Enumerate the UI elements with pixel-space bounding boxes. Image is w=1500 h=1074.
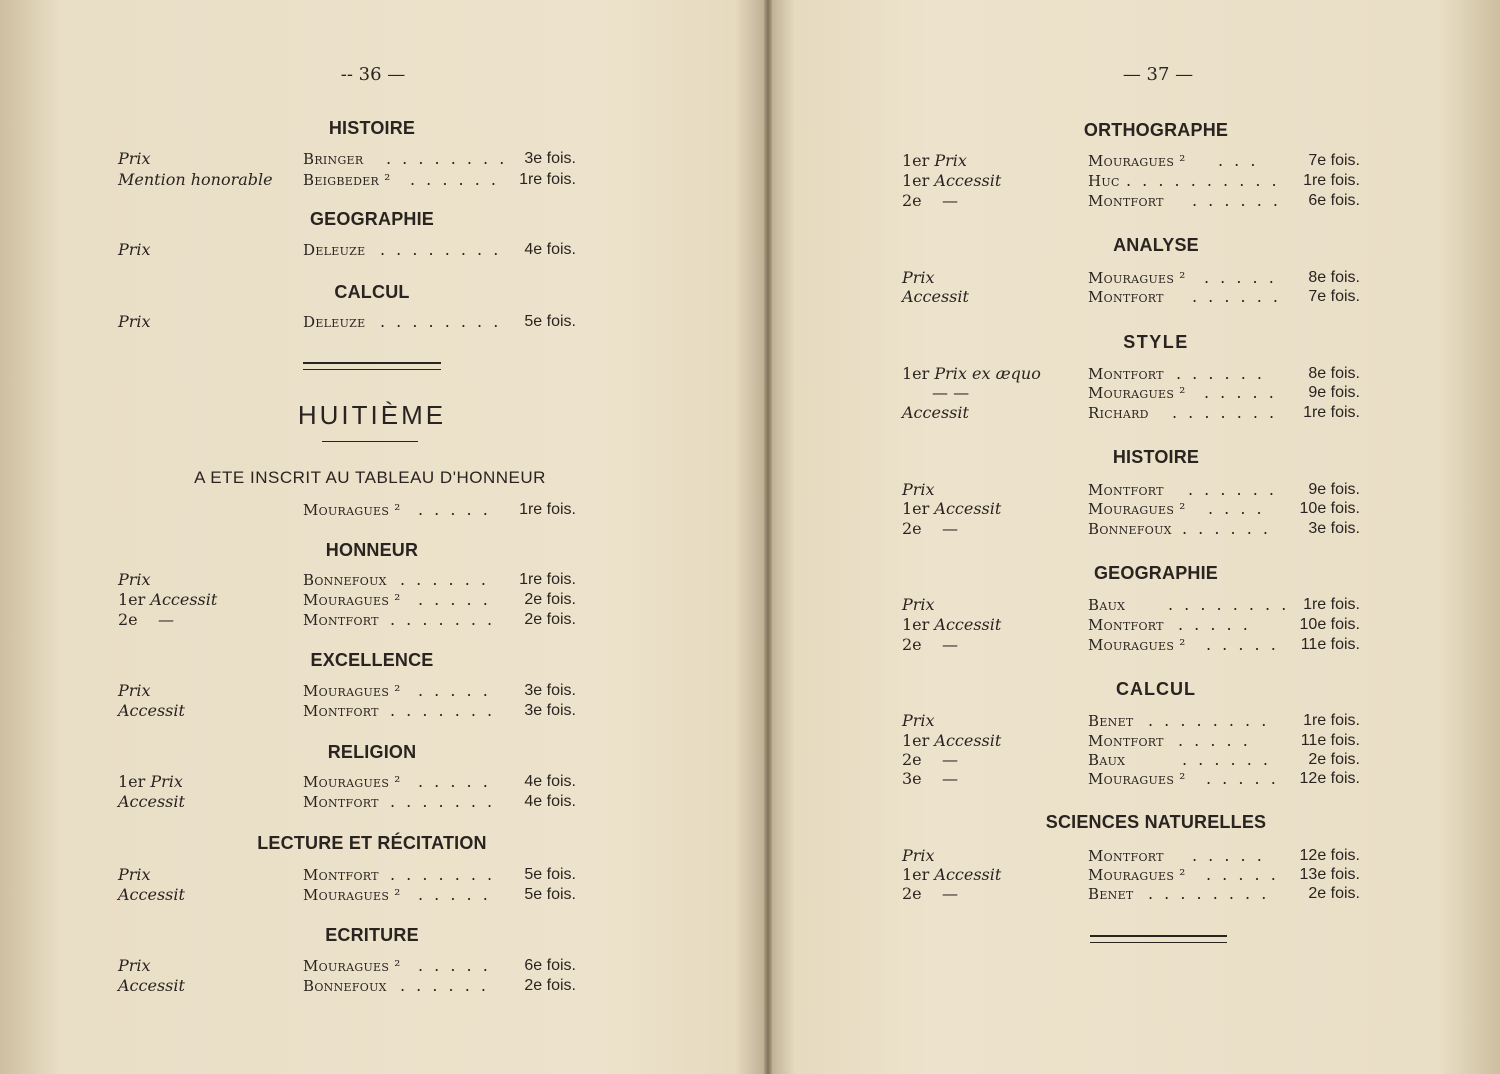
award-count: 6e fois. — [1308, 192, 1360, 209]
student-name: Baux — [1088, 751, 1126, 769]
leader-dots: . . . . . — [1178, 615, 1251, 634]
leader-dots: . . . . . . . — [390, 610, 496, 629]
class-title: HUITIÈME — [297, 400, 447, 430]
award-row — [118, 610, 578, 630]
student-name: Deleuze — [303, 313, 366, 331]
student-name: Mouragues ² — [1088, 866, 1186, 884]
award-count: 3e fois. — [524, 702, 576, 719]
award-label-text: Accessit — [150, 590, 218, 609]
student-name: Mouragues ² — [303, 501, 401, 519]
award-rank: 2e — [902, 884, 922, 903]
award-label-text: — — [942, 191, 958, 210]
award-label: Accessit — [902, 287, 969, 306]
leader-dots: . . . . . — [418, 681, 491, 700]
award-count: 5e fois. — [524, 866, 576, 883]
award-label-text: — — [942, 884, 958, 903]
leader-dots: . . . . . . . . — [1168, 595, 1290, 614]
award-label-text: Prix — [150, 772, 183, 791]
award-count: 2e fois. — [524, 977, 576, 994]
award-label-text: Prix — [934, 151, 967, 170]
student-name: Montfort — [303, 611, 379, 629]
student-name: Mouragues ² — [303, 957, 401, 975]
award-row — [902, 364, 1362, 384]
leader-dots: . . . . . — [418, 772, 491, 791]
award-label — [902, 750, 958, 770]
page-number: — 37 — — [1122, 64, 1194, 85]
leader-dots: . . . . . — [1178, 731, 1251, 750]
award-label: Accessit — [902, 403, 969, 422]
leader-dots: . . . . . . . . — [386, 149, 508, 168]
award-label: Prix — [118, 570, 151, 589]
award-count: 9e fois. — [1308, 481, 1360, 498]
award-count: 1re fois. — [519, 501, 576, 518]
section-title-style: STYLE — [1123, 332, 1189, 352]
award-count: 12e fois. — [1299, 847, 1360, 864]
award-label-text: Accessit — [934, 615, 1002, 634]
award-row — [118, 570, 578, 590]
award-label: Prix — [118, 865, 151, 884]
student-name: Montfort — [1088, 847, 1164, 865]
award-row — [118, 681, 578, 701]
award-row — [118, 792, 578, 812]
student-name: Deleuze — [303, 241, 366, 259]
award-count: 4e fois. — [524, 773, 576, 790]
section-title-excellence: EXCELLENCE — [310, 650, 434, 670]
award-label-text: — — [158, 610, 174, 629]
award-label — [902, 769, 958, 789]
award-label-text: Prix ex æquo — [934, 364, 1041, 383]
award-rank: 2e — [902, 635, 922, 654]
award-label — [902, 519, 958, 539]
award-rank: 1er — [902, 151, 930, 170]
award-label — [902, 499, 1001, 519]
award-row — [902, 383, 1362, 403]
leader-dots: . . . . . . . — [390, 792, 496, 811]
award-label: Prix — [902, 711, 935, 730]
student-name: Mouragues ² — [303, 682, 401, 700]
section-divider — [1090, 935, 1227, 943]
award-row — [118, 312, 578, 332]
award-row — [902, 171, 1362, 191]
right-page — [770, 0, 1500, 1074]
student-name: Mouragues ² — [1088, 384, 1186, 402]
section-title-analyse: ANALYSE — [1113, 235, 1199, 255]
award-count: 2e fois. — [524, 591, 576, 608]
award-row — [902, 884, 1362, 904]
leader-dots: . . . . . — [1204, 268, 1277, 287]
leader-dots: . . . . . . — [1182, 519, 1271, 538]
award-count: 10e fois. — [1299, 500, 1360, 517]
award-row — [902, 615, 1362, 635]
award-count: 1re fois. — [1303, 172, 1360, 189]
award-rank: 1er — [902, 364, 930, 383]
leader-dots: . . . . . — [1206, 865, 1279, 884]
leader-dots: . . . . . . — [400, 976, 489, 995]
award-count: 1re fois. — [1303, 596, 1360, 613]
award-label-text: Accessit — [934, 731, 1002, 750]
section-title-ecriture: ECRITURE — [325, 925, 419, 945]
award-row — [902, 846, 1362, 866]
leader-dots: . . . . . — [1206, 769, 1279, 788]
student-name: Mouragues ² — [1088, 770, 1186, 788]
title-underline — [322, 441, 418, 442]
award-label — [902, 191, 958, 211]
award-rank: 1er — [902, 731, 930, 750]
award-rank: 1er — [902, 499, 930, 518]
award-label — [902, 884, 958, 904]
section-title-honneur: HONNEUR — [325, 540, 419, 560]
leader-dots: . . . . . . . — [390, 865, 496, 884]
award-row — [902, 499, 1362, 519]
student-name: Montfort — [303, 866, 379, 884]
award-label: Prix — [902, 846, 935, 865]
award-label-text: Accessit — [934, 865, 1002, 884]
award-rank: 1er — [902, 865, 930, 884]
section-divider — [303, 362, 441, 370]
leader-dots: . . . . . — [418, 885, 491, 904]
award-label: Prix — [902, 480, 935, 499]
award-label: Prix — [902, 268, 935, 287]
student-name: Benet — [1088, 885, 1134, 903]
award-row — [902, 191, 1362, 211]
award-row — [902, 403, 1362, 423]
award-label-text: Accessit — [934, 499, 1002, 518]
award-label — [902, 171, 1001, 191]
leader-dots: . . . . . . — [1192, 287, 1281, 306]
leader-dots: . . . . . . — [1188, 480, 1277, 499]
award-label — [118, 590, 217, 610]
award-count: 3e fois. — [1308, 520, 1360, 537]
student-name: Montfort — [1088, 288, 1164, 306]
student-name: Richard — [1088, 404, 1149, 422]
award-count: 3e fois. — [524, 682, 576, 699]
student-name: Mouragues ² — [1088, 500, 1186, 518]
award-count: 11e fois. — [1300, 636, 1360, 653]
award-row — [118, 956, 578, 976]
student-name: Bonnefoux — [303, 571, 387, 589]
award-row — [902, 268, 1362, 288]
leader-dots: . . . . . . . — [1172, 403, 1278, 422]
award-rank: 1er — [902, 171, 930, 190]
leader-dots: . . . . . . — [1182, 750, 1271, 769]
award-label — [902, 865, 1001, 885]
award-row — [902, 595, 1362, 615]
leader-dots: . . . . . — [1206, 635, 1279, 654]
student-name: Bonnefoux — [303, 977, 387, 995]
award-row — [902, 731, 1362, 751]
award-rank: 1er — [902, 615, 930, 634]
section-title-histoire: HISTOIRE — [1112, 447, 1200, 467]
student-name: Benet — [1088, 712, 1134, 730]
award-label: Mention honorable — [118, 170, 273, 189]
award-count: 6e fois. — [524, 957, 576, 974]
award-row — [118, 885, 578, 905]
award-rank: 2e — [902, 519, 922, 538]
award-count: 4e fois. — [524, 241, 576, 258]
award-count: 2e fois. — [1308, 751, 1360, 768]
award-count: 1re fois. — [519, 571, 576, 588]
leader-dots: . . . . — [1208, 499, 1265, 518]
award-row — [902, 635, 1362, 655]
award-row — [118, 590, 578, 610]
leader-dots: . . . . . . — [1192, 191, 1281, 210]
leader-dots: . . . . . — [1204, 383, 1277, 402]
student-name: Bonnefoux — [1088, 520, 1172, 538]
award-count: 11e fois. — [1300, 732, 1360, 749]
student-name: Huc — [1088, 172, 1120, 190]
award-count: 1re fois. — [1303, 404, 1360, 421]
student-name: Montfort — [303, 702, 379, 720]
leader-dots: . . . . . — [418, 590, 491, 609]
section-title-lecture: LECTURE ET RÉCITATION — [257, 833, 487, 853]
award-row — [118, 240, 578, 260]
student-name: Baux — [1088, 596, 1126, 614]
award-label: Accessit — [118, 885, 185, 904]
award-label: Prix — [118, 312, 151, 331]
award-count: 3e fois. — [524, 150, 576, 167]
tableau-caption: A ETE INSCRIT AU TABLEAU D'HONNEUR — [194, 468, 546, 487]
award-row — [902, 151, 1362, 171]
award-row — [118, 500, 578, 520]
leader-dots: . . . . . . — [400, 570, 489, 589]
leader-dots: . . . . . . . . — [1148, 884, 1270, 903]
award-row — [902, 865, 1362, 885]
award-count: 8e fois. — [1308, 365, 1360, 382]
award-count: 7e fois. — [1308, 152, 1360, 169]
award-rank: 2e — [118, 610, 138, 629]
award-label: Accessit — [118, 792, 185, 811]
page-number: -- 36 — — [340, 64, 406, 85]
student-name: Mouragues ² — [303, 886, 401, 904]
student-name: Montfort — [1088, 192, 1164, 210]
leader-dots: . . . . . . . . — [1148, 711, 1270, 730]
section-title-calcul: CALCUL — [1116, 679, 1196, 699]
award-label: Accessit — [118, 701, 185, 720]
award-row — [118, 170, 578, 190]
student-name: Beigbeder ² — [303, 171, 391, 189]
section-title-histoire: HISTOIRE — [328, 118, 416, 138]
section-title-calcul: CALCUL — [334, 282, 410, 302]
award-label-text: — — [942, 519, 958, 538]
award-label: Prix — [118, 149, 151, 168]
leader-dots: . . . . . — [1192, 846, 1265, 865]
award-row — [902, 711, 1362, 731]
leader-dots: . . . . . . . — [390, 701, 496, 720]
award-count: 5e fois. — [524, 886, 576, 903]
award-row — [118, 149, 578, 169]
award-label — [902, 151, 967, 171]
student-name: Mouragues ² — [1088, 152, 1186, 170]
award-rank: 1er — [118, 772, 146, 791]
award-row — [118, 976, 578, 996]
section-title-geographie: GEOGRAPHIE — [309, 209, 435, 229]
award-row — [902, 750, 1362, 770]
leader-dots: . . . . . . — [410, 170, 499, 189]
leader-dots: . . . . . . — [1176, 364, 1265, 383]
award-row — [902, 480, 1362, 500]
student-name: Mouragues ² — [303, 773, 401, 791]
student-name: Montfort — [1088, 481, 1164, 499]
award-label — [902, 364, 1041, 384]
award-rank: 2e — [902, 191, 922, 210]
award-row — [902, 287, 1362, 307]
award-count: 13e fois. — [1299, 866, 1360, 883]
award-count: 2e fois. — [524, 611, 576, 628]
award-label — [118, 772, 183, 792]
student-name: Montfort — [1088, 732, 1164, 750]
student-name: Montfort — [1088, 365, 1164, 383]
award-count: 7e fois. — [1308, 288, 1360, 305]
student-name: Bringer — [303, 150, 364, 168]
award-label-text: Accessit — [934, 171, 1002, 190]
leader-dots: . . . . . . . . . . — [1126, 171, 1280, 190]
leader-dots: . . . . . . . . — [380, 240, 502, 259]
award-rank: 2e — [902, 750, 922, 769]
award-count: 9e fois. — [1308, 384, 1360, 401]
award-count: 1re fois. — [1303, 712, 1360, 729]
student-name: Mouragues ² — [303, 591, 401, 609]
student-name: Montfort — [303, 793, 379, 811]
section-title-orthographe: ORTHOGRAPHE — [1083, 120, 1229, 140]
award-label: Prix — [118, 240, 151, 259]
student-name: Mouragues ² — [1088, 269, 1186, 287]
award-count: 10e fois. — [1299, 616, 1360, 633]
section-title-geographie: GEOGRAPHIE — [1093, 563, 1219, 583]
award-label-text: — — [942, 750, 958, 769]
award-count: 8e fois. — [1308, 269, 1360, 286]
student-name: Montfort — [1088, 616, 1164, 634]
award-row — [118, 865, 578, 885]
award-rank: 3e — [902, 769, 922, 788]
leader-dots: . . . . . — [418, 956, 491, 975]
award-label: — — — [932, 383, 970, 402]
award-label: Prix — [902, 595, 935, 614]
section-title-sciences: SCIENCES NATURELLES — [1045, 812, 1267, 832]
award-label: Prix — [118, 681, 151, 700]
leader-dots: . . . — [1218, 151, 1259, 170]
award-label-text: — — [942, 769, 958, 788]
award-row — [902, 519, 1362, 539]
award-label — [902, 615, 1001, 635]
award-count: 12e fois. — [1299, 770, 1360, 787]
award-row — [118, 772, 578, 792]
award-label — [118, 610, 174, 630]
award-rank: 1er — [118, 590, 146, 609]
award-label-text: — — [942, 635, 958, 654]
award-label — [902, 731, 1001, 751]
award-label: Prix — [118, 956, 151, 975]
award-label — [902, 635, 958, 655]
student-name: Mouragues ² — [1088, 636, 1186, 654]
section-title-religion: RELIGION — [327, 742, 417, 762]
award-row — [902, 769, 1362, 789]
award-label: Accessit — [118, 976, 185, 995]
award-count: 5e fois. — [524, 313, 576, 330]
award-count: 2e fois. — [1308, 885, 1360, 902]
leader-dots: . . . . . — [418, 500, 491, 519]
leader-dots: . . . . . . . . — [380, 312, 502, 331]
award-count: 1re fois. — [519, 171, 576, 188]
award-row — [118, 701, 578, 721]
award-count: 4e fois. — [524, 793, 576, 810]
